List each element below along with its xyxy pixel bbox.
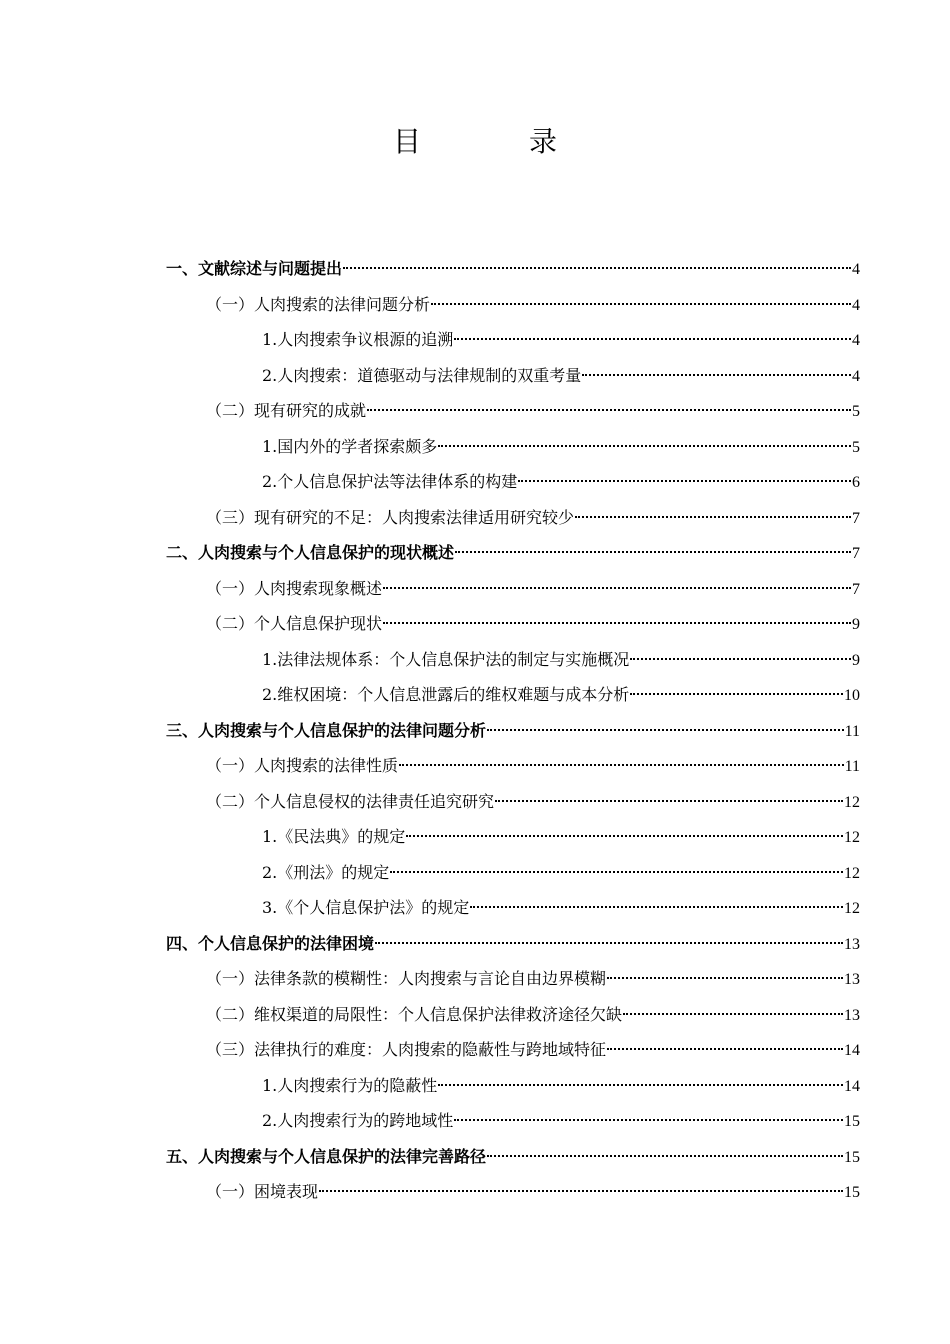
toc-entry-level-3[interactable]	[166, 362, 860, 398]
toc-entry-text: 1.人肉搜索行为的隐蔽性	[262, 1075, 438, 1095]
dot-leader	[383, 622, 851, 624]
dot-leader	[495, 800, 843, 802]
toc-entry-level-3[interactable]	[166, 326, 860, 362]
dot-leader	[319, 1190, 843, 1192]
toc-page-number: 4	[852, 296, 860, 314]
toc-entry-text: （一）人肉搜索的法律性质	[206, 756, 399, 775]
toc-entry-text: （一）困境表现	[206, 1182, 319, 1201]
toc-entry-level-2[interactable]	[166, 788, 860, 824]
toc-page-number: 5	[852, 403, 860, 420]
toc-entry-text: （二）维权渠道的局限性：个人信息保护法律救济途径欠缺	[206, 1004, 623, 1024]
toc-page-number: 5	[852, 438, 860, 456]
toc-entry-text: 五、人肉搜索与个人信息保护的法律完善路径	[166, 1146, 487, 1166]
toc-entry-level-3[interactable]	[166, 433, 860, 469]
dot-leader	[454, 338, 851, 340]
table-of-contents	[166, 255, 860, 1214]
toc-entry-text: （二）现有研究的成就	[206, 401, 367, 420]
dot-leader	[375, 942, 843, 944]
toc-entry-text: （一）人肉搜索的法律问题分析	[206, 294, 431, 314]
toc-page-number: 12	[844, 900, 860, 917]
toc-page-number: 13	[844, 971, 860, 988]
toc-page-number: 15	[844, 1148, 860, 1166]
toc-entry-text: 2.个人信息保护法等法律体系的构建	[262, 472, 518, 491]
toc-entry-level-1[interactable]	[166, 930, 860, 966]
toc-page-number: 12	[844, 829, 860, 846]
dot-leader	[470, 906, 843, 908]
toc-page-number: 15	[844, 1184, 860, 1201]
toc-entry-level-2[interactable]	[166, 610, 860, 646]
toc-entry-text: 三、人肉搜索与个人信息保护的法律问题分析	[166, 720, 487, 740]
dot-leader	[431, 303, 851, 305]
dot-leader	[487, 729, 844, 731]
dot-leader	[518, 480, 851, 482]
toc-entry-text: 1.国内外的学者探索颇多	[262, 436, 438, 456]
toc-title: 目 录	[392, 125, 597, 158]
toc-entry-level-3[interactable]	[166, 823, 860, 859]
toc-page-number: 9	[852, 651, 860, 669]
dot-leader	[367, 409, 851, 411]
toc-entry-level-3[interactable]	[166, 1107, 860, 1143]
toc-page-number: 9	[852, 616, 860, 633]
dot-leader	[406, 835, 843, 837]
toc-page-number: 10	[844, 687, 860, 704]
toc-entry-level-2[interactable]	[166, 575, 860, 611]
dot-leader	[623, 1013, 843, 1015]
toc-page-number: 4	[852, 332, 860, 349]
toc-entry-text: （二）个人信息侵权的法律责任追究研究	[206, 791, 495, 811]
toc-entry-level-3[interactable]	[166, 1072, 860, 1108]
dot-leader	[438, 1084, 843, 1086]
toc-entry-text: （一）法律条款的模糊性：人肉搜索与言论自由边界模糊	[206, 969, 607, 988]
toc-entry-level-3[interactable]	[166, 894, 860, 930]
toc-page-number: 4	[852, 367, 860, 385]
toc-entry-level-3[interactable]	[166, 681, 860, 717]
toc-entry-level-2[interactable]	[166, 1036, 860, 1072]
dot-leader	[575, 516, 851, 518]
toc-entry-text: 二、人肉搜索与个人信息保护的现状概述	[166, 543, 455, 562]
toc-page-number: 15	[844, 1113, 860, 1130]
toc-entry-level-1[interactable]	[166, 255, 860, 291]
toc-entry-level-1[interactable]	[166, 717, 860, 753]
toc-page-number: 4	[852, 261, 860, 278]
toc-page-number: 11	[844, 758, 860, 775]
toc-page-number: 14	[844, 1042, 860, 1059]
toc-entry-text: （三）法律执行的难度：人肉搜索的隐蔽性与跨地域特征	[206, 1040, 607, 1059]
toc-entry-level-2[interactable]	[166, 397, 860, 433]
toc-entry-text: 1.《民法典》的规定	[262, 827, 406, 846]
dot-leader	[630, 693, 843, 695]
toc-page-number: 14	[844, 1077, 860, 1095]
toc-entry-level-2[interactable]	[166, 1178, 860, 1214]
toc-entry-level-3[interactable]	[166, 646, 860, 682]
toc-entry-level-3[interactable]	[166, 468, 860, 504]
dot-leader	[582, 374, 851, 376]
dot-leader	[343, 267, 851, 269]
dot-leader	[454, 1119, 843, 1121]
toc-entry-text: 1.人肉搜索争议根源的追溯	[262, 330, 454, 349]
toc-entry-text: 2.维权困境：个人信息泄露后的维权难题与成本分析	[262, 685, 630, 704]
dot-leader	[390, 871, 843, 873]
toc-page-number: 7	[852, 545, 860, 562]
toc-entry-level-1[interactable]	[166, 539, 860, 575]
toc-entry-text: 1.法律法规体系：个人信息保护法的制定与实施概况	[262, 649, 630, 669]
toc-entry-level-2[interactable]	[166, 1001, 860, 1037]
dot-leader	[607, 1048, 843, 1050]
toc-entry-text: （一）人肉搜索现象概述	[206, 578, 383, 598]
toc-page-number: 12	[844, 864, 860, 882]
toc-page-number: 13	[844, 935, 860, 953]
toc-page-number: 12	[844, 793, 860, 811]
toc-page-number: 7	[852, 509, 860, 527]
toc-page-number: 7	[852, 580, 860, 598]
dot-leader	[438, 445, 851, 447]
toc-entry-level-1[interactable]	[166, 1143, 860, 1179]
toc-entry-text: （三）现有研究的不足：人肉搜索法律适用研究较少	[206, 507, 575, 527]
toc-entry-text: 一、文献综述与问题提出	[166, 259, 343, 278]
toc-entry-text: 2.人肉搜索行为的跨地域性	[262, 1111, 454, 1130]
dot-leader	[487, 1155, 843, 1157]
dot-leader	[383, 587, 851, 589]
toc-entry-level-2[interactable]	[166, 504, 860, 540]
toc-entry-text: 2.《刑法》的规定	[262, 862, 390, 882]
toc-page-number: 6	[852, 474, 860, 491]
toc-entry-text: 2.人肉搜索：道德驱动与法律规制的双重考量	[262, 365, 582, 385]
dot-leader	[607, 977, 843, 979]
dot-leader	[455, 551, 851, 553]
toc-entry-level-2[interactable]	[166, 752, 860, 788]
toc-page-number: 13	[844, 1006, 860, 1024]
toc-entry-level-2[interactable]	[166, 291, 860, 327]
toc-page-number: 11	[844, 722, 860, 740]
toc-entry-text: （二）个人信息保护现状	[206, 614, 383, 633]
toc-entry-level-2[interactable]	[166, 965, 860, 1001]
toc-entry-level-3[interactable]	[166, 859, 860, 895]
toc-entry-text: 四、个人信息保护的法律困境	[166, 933, 375, 953]
dot-leader	[630, 658, 851, 660]
toc-entry-text: 3.《个人信息保护法》的规定	[262, 898, 470, 917]
dot-leader	[399, 764, 844, 766]
